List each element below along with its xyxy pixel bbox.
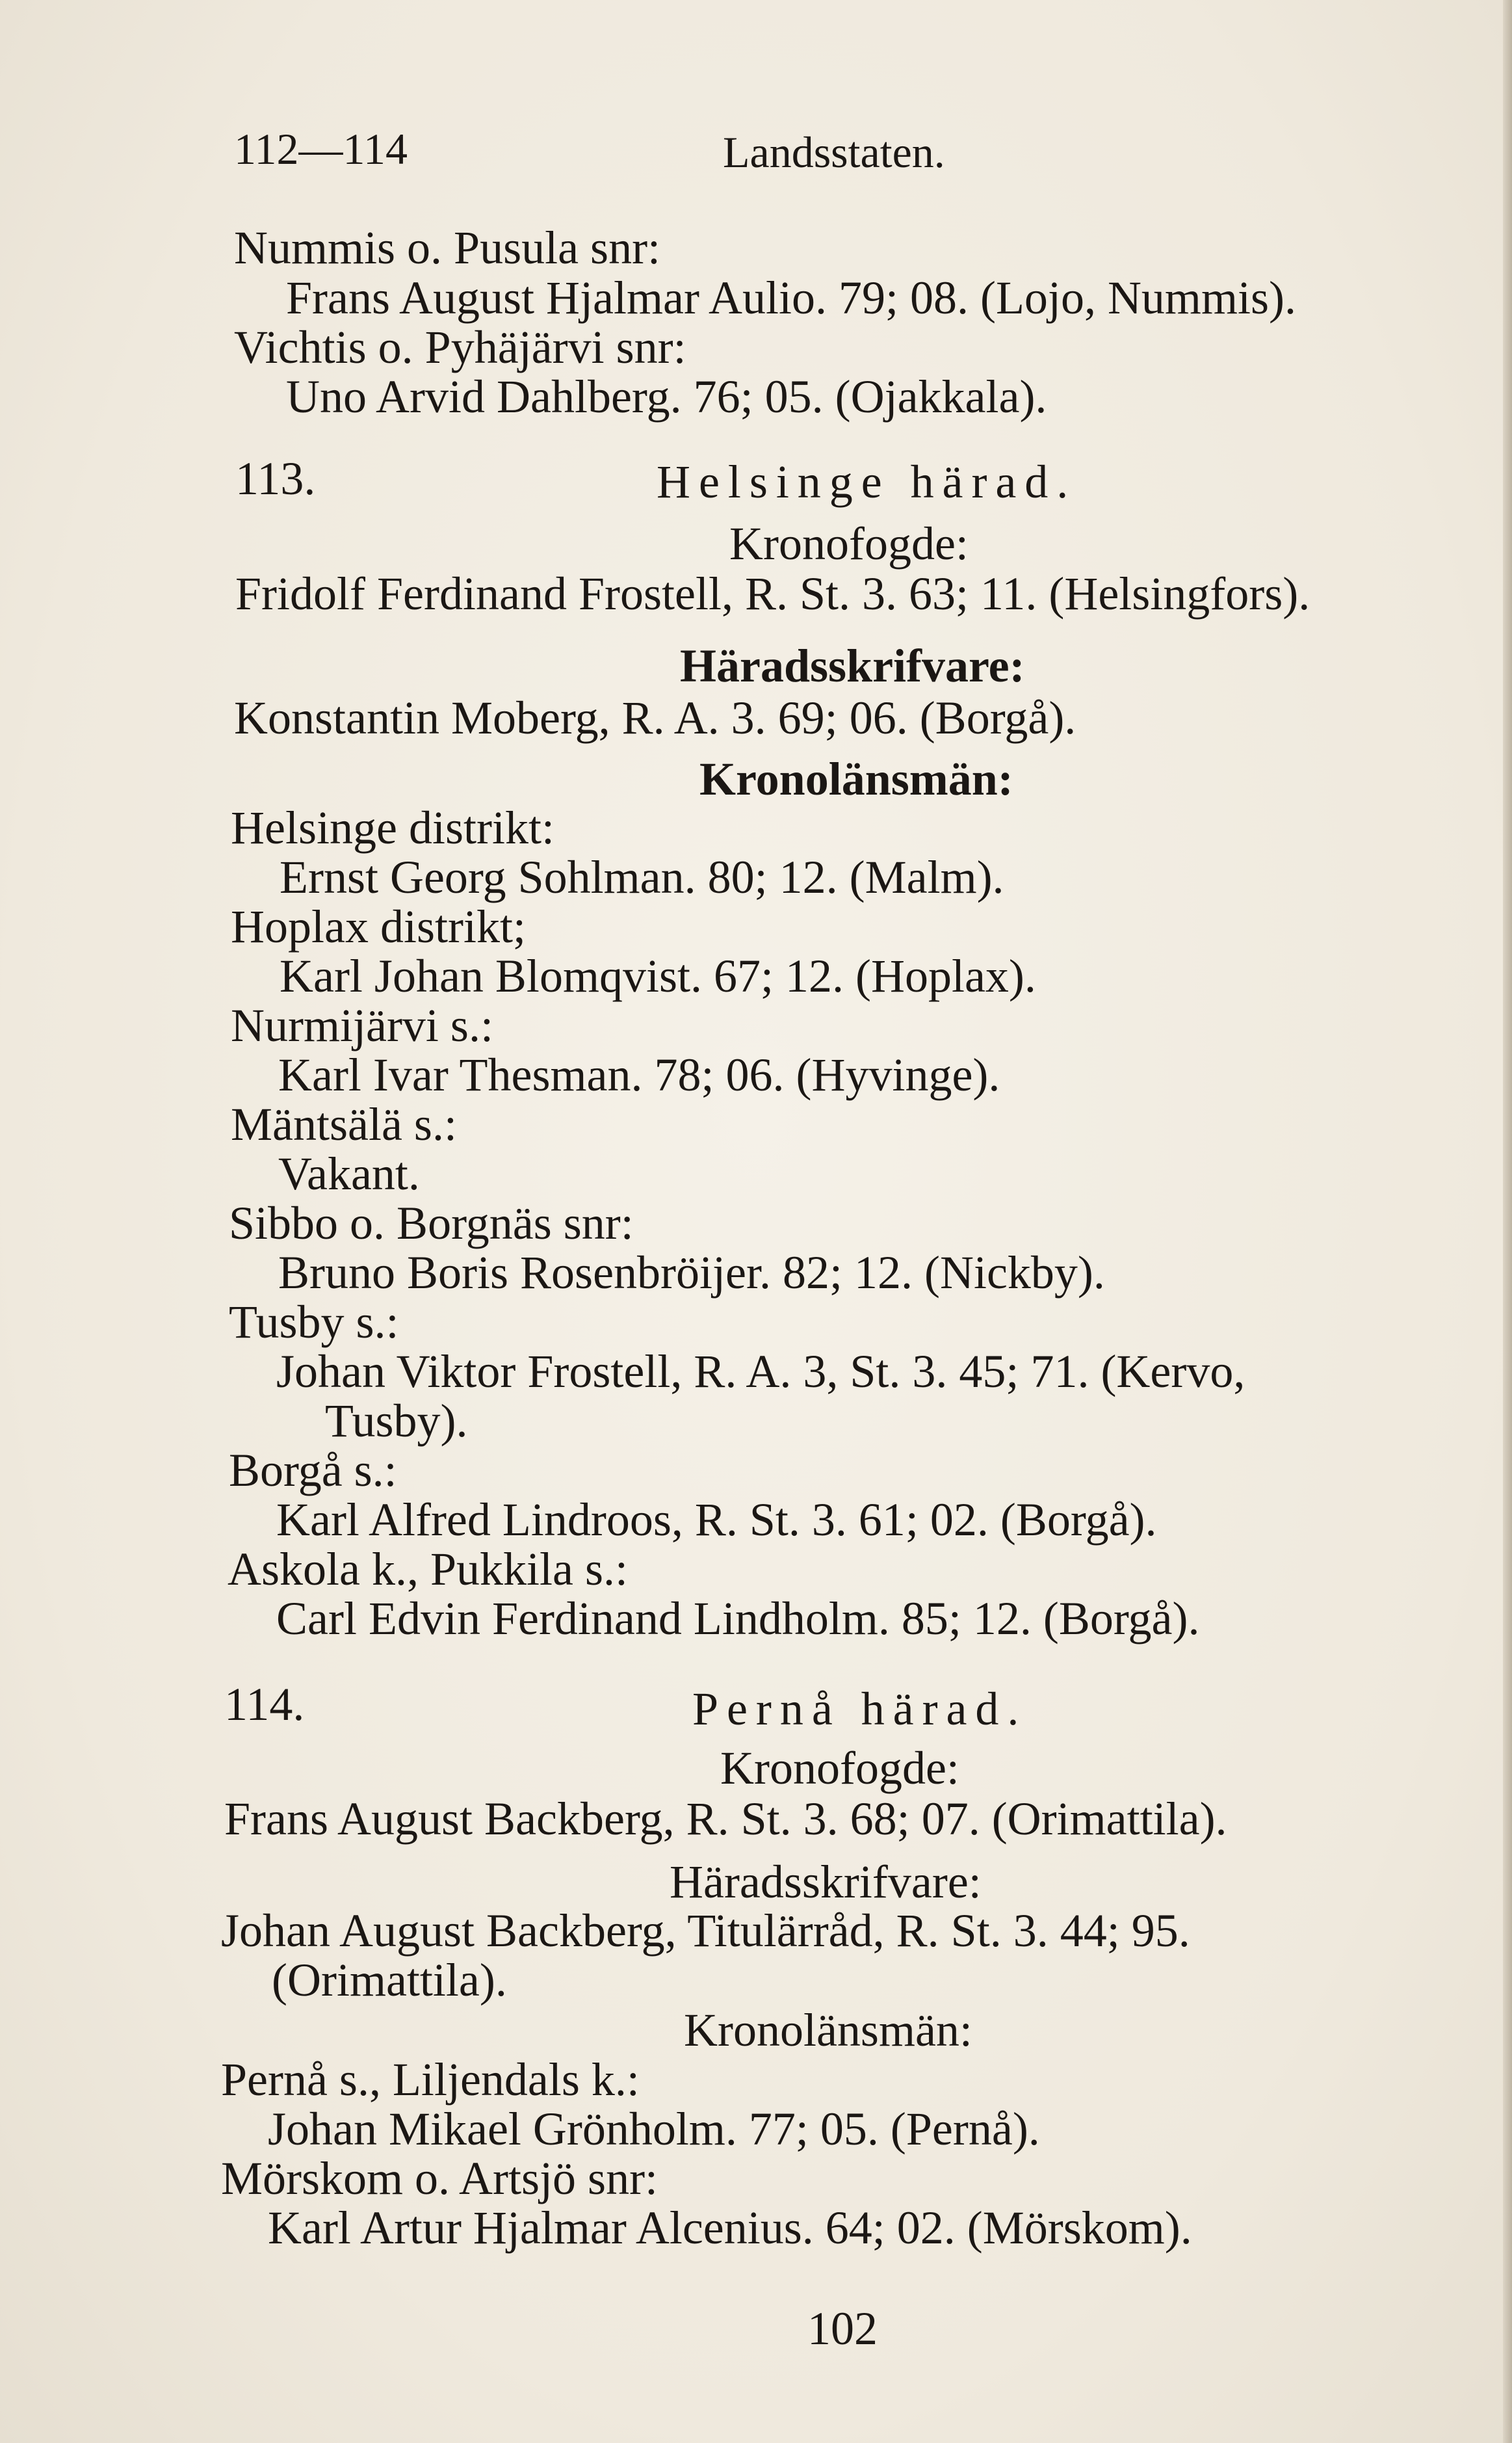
official-entry: Bruno Boris Rosenbröijer. 82; 12. (Nickby). xyxy=(278,1247,1105,1299)
official-entry: Karl Johan Blomqvist. 67; 12. (Hoplax). xyxy=(280,950,1036,1002)
role-heading: Kronofogde: xyxy=(729,518,969,570)
official-entry: Johan Viktor Frostell, R. A. 3, St. 3. 45; 71. (Kervo, xyxy=(276,1345,1245,1397)
role-heading: Kronofogde: xyxy=(720,1742,959,1794)
official-entry: Frans August Hjalmar Aulio. 79; 08. (Lojo, Nummis). xyxy=(286,272,1296,324)
district-heading: Pernå s., Liljendals k.: xyxy=(221,2053,640,2106)
district-heading: Nummis o. Pusula snr: xyxy=(234,222,661,274)
district-heading: Askola k., Pukkila s.: xyxy=(228,1543,629,1595)
district-heading: Sibbo o. Borgnäs snr: xyxy=(229,1197,634,1249)
district-heading: Helsinge distrikt: xyxy=(231,802,554,854)
official-entry: Karl Ivar Thesman. 78; 06. (Hyvinge). xyxy=(278,1049,1000,1101)
official-entry: Johan August Backberg, Titulärråd, R. St. 3. 44; 95. xyxy=(221,1905,1190,1957)
page-edge-shadow xyxy=(1503,0,1512,2443)
district-heading: Mörskom o. Artsjö snr: xyxy=(221,2152,658,2204)
official-entry: Ernst Georg Sohlman. 80; 12. (Malm). xyxy=(280,851,1004,903)
official-entry: Uno Arvid Dahlberg. 76; 05. (Ojakkala). xyxy=(286,371,1047,423)
district-heading: Vichtis o. Pyhäjärvi snr: xyxy=(234,321,686,373)
official-entry: Konstantin Moberg, R. A. 3. 69; 06. (Borgå). xyxy=(234,692,1076,744)
page-range: 112—114 xyxy=(234,124,408,174)
role-heading: Häradsskrifvare: xyxy=(670,1856,982,1908)
role-heading: Kronolänsmän: xyxy=(684,2004,972,2056)
official-entry: Johan Mikael Grönholm. 77; 05. (Pernå). xyxy=(268,2103,1040,2155)
section-title: Helsinge härad. xyxy=(657,456,1077,508)
section-number: 113. xyxy=(235,453,316,505)
official-entry: Vakant. xyxy=(278,1148,420,1200)
district-heading: Nurmijärvi s.: xyxy=(231,999,493,1051)
official-entry: Karl Artur Hjalmar Alcenius. 64; 02. (Mörskom). xyxy=(268,2202,1192,2254)
official-entry: Carl Edvin Ferdinand Lindholm. 85; 12. (Borgå). xyxy=(276,1592,1200,1644)
district-heading: Tusby s.: xyxy=(229,1296,399,1348)
district-heading: Hoplax distrikt; xyxy=(231,901,526,953)
role-heading: Kronolänsmän: xyxy=(699,753,1013,805)
official-entry: Frans August Backberg, R. St. 3. 68; 07. (Orimattila). xyxy=(224,1793,1227,1845)
page-number: 102 xyxy=(807,2303,878,2355)
section-title: Pernå härad. xyxy=(692,1683,1028,1735)
district-heading: Mäntsälä s.: xyxy=(231,1098,457,1150)
running-title: Landsstaten. xyxy=(723,127,945,177)
section-number: 114. xyxy=(224,1678,305,1730)
official-entry: Fridolf Ferdinand Frostell, R. St. 3. 63; 11. (Helsingfors). xyxy=(235,568,1310,620)
role-heading: Häradsskrifvare: xyxy=(680,640,1025,692)
official-entry: Karl Alfred Lindroos, R. St. 3. 61; 02. (Borgå). xyxy=(276,1494,1157,1546)
official-entry-continuation: Tusby). xyxy=(325,1395,468,1447)
district-heading: Borgå s.: xyxy=(229,1444,397,1496)
official-entry-continuation: (Orimattila). xyxy=(272,1954,507,2006)
